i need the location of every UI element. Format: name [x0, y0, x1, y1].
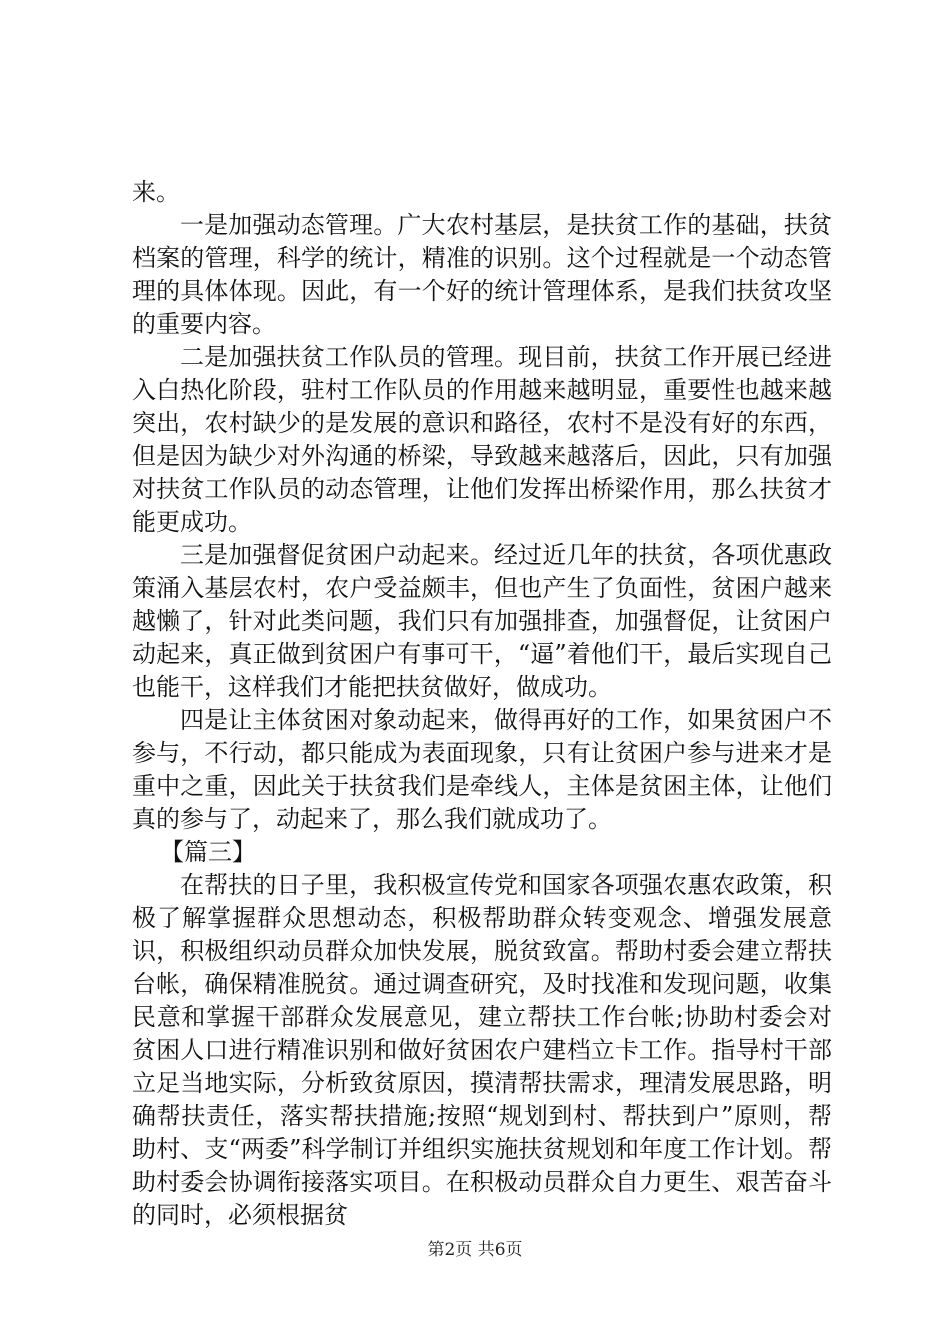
- page-footer: 第2页 共6页: [427, 1240, 523, 1260]
- document-body: [132, 176, 832, 1232]
- section-heading: 【篇三】: [160, 838, 256, 866]
- paragraph-main-subject: 四是让主体贫困对象动起来，做得再好的工作，如果贫困户不参与，不行动，都只能成为表面现象，只有让贫困户参与进来才是重中之重，因此关于扶贫我们是牵线人，主体是贫困主体，让他们真的参与了，动起来了，那么我们就成功了。: [132, 706, 832, 833]
- paragraph-dynamic-management: 一是加强动态管理。广大农村基层，是扶贫工作的基础，扶贫档案的管理，科学的统计，精准的识别。这个过程就是一个动态管理的具体体现。因此，有一个好的统计管理体系，是我们扶贫攻坚的重要内容。: [132, 211, 832, 338]
- paragraph-assistance-days: 在帮扶的日子里，我积极宣传党和国家各项强农惠农政策，积极了解掌握群众思想动态，积极帮助群众转变观念、增强发展意识，积极组织动员群众加快发展，脱贫致富。帮助村委会建立帮扶台帐，确保精准脱贫。通过调查研究，及时找准和发现问题，收集民意和掌握干部群众发展意见，建立帮扶工作台帐;协助村委会对贫困人口进行精准识别和做好贫困农户建档立卡工作。指导村干部立足当地实际，分析致贫原因，摸清帮扶需求，理清发展思路，明确帮扶责任，落实帮扶措施;按照“规划到村、帮扶到户”原则，帮助村、支“两委”科学制订并组织实施扶贫规划和年度工作计划。帮助村委会协调衔接落实项目。在积极动员群众自力更生、艰苦奋斗的同时，必须根据贫: [132, 871, 832, 1229]
- paragraph-continuation: 来。: [132, 178, 180, 206]
- paragraph-team-management: 二是加强扶贫工作队员的管理。现目前，扶贫工作开展已经进入白热化阶段，驻村工作队员的作用越来越明显，重要性也越来越突出，农村缺少的是发展的意识和路径，农村不是没有好的东西，但是因为缺少对外沟通的桥梁，导致越来越落后，因此，只有加强对扶贫工作队员的动态管理，让他们发挥出桥梁作用，那么扶贫才能更成功。: [132, 343, 832, 536]
- paragraph-supervise-households: 三是加强督促贫困户动起来。经过近几年的扶贫，各项优惠政策涌入基层农村，农户受益颇丰，但也产生了负面性，贫困户越来越懒了，针对此类问题，我们只有加强排查，加强督促，让贫困户动起来，真正做到贫困户有事可干，“逼”着他们干，最后实现自己也能干，这样我们才能把扶贫做好，做成功。: [132, 541, 832, 701]
